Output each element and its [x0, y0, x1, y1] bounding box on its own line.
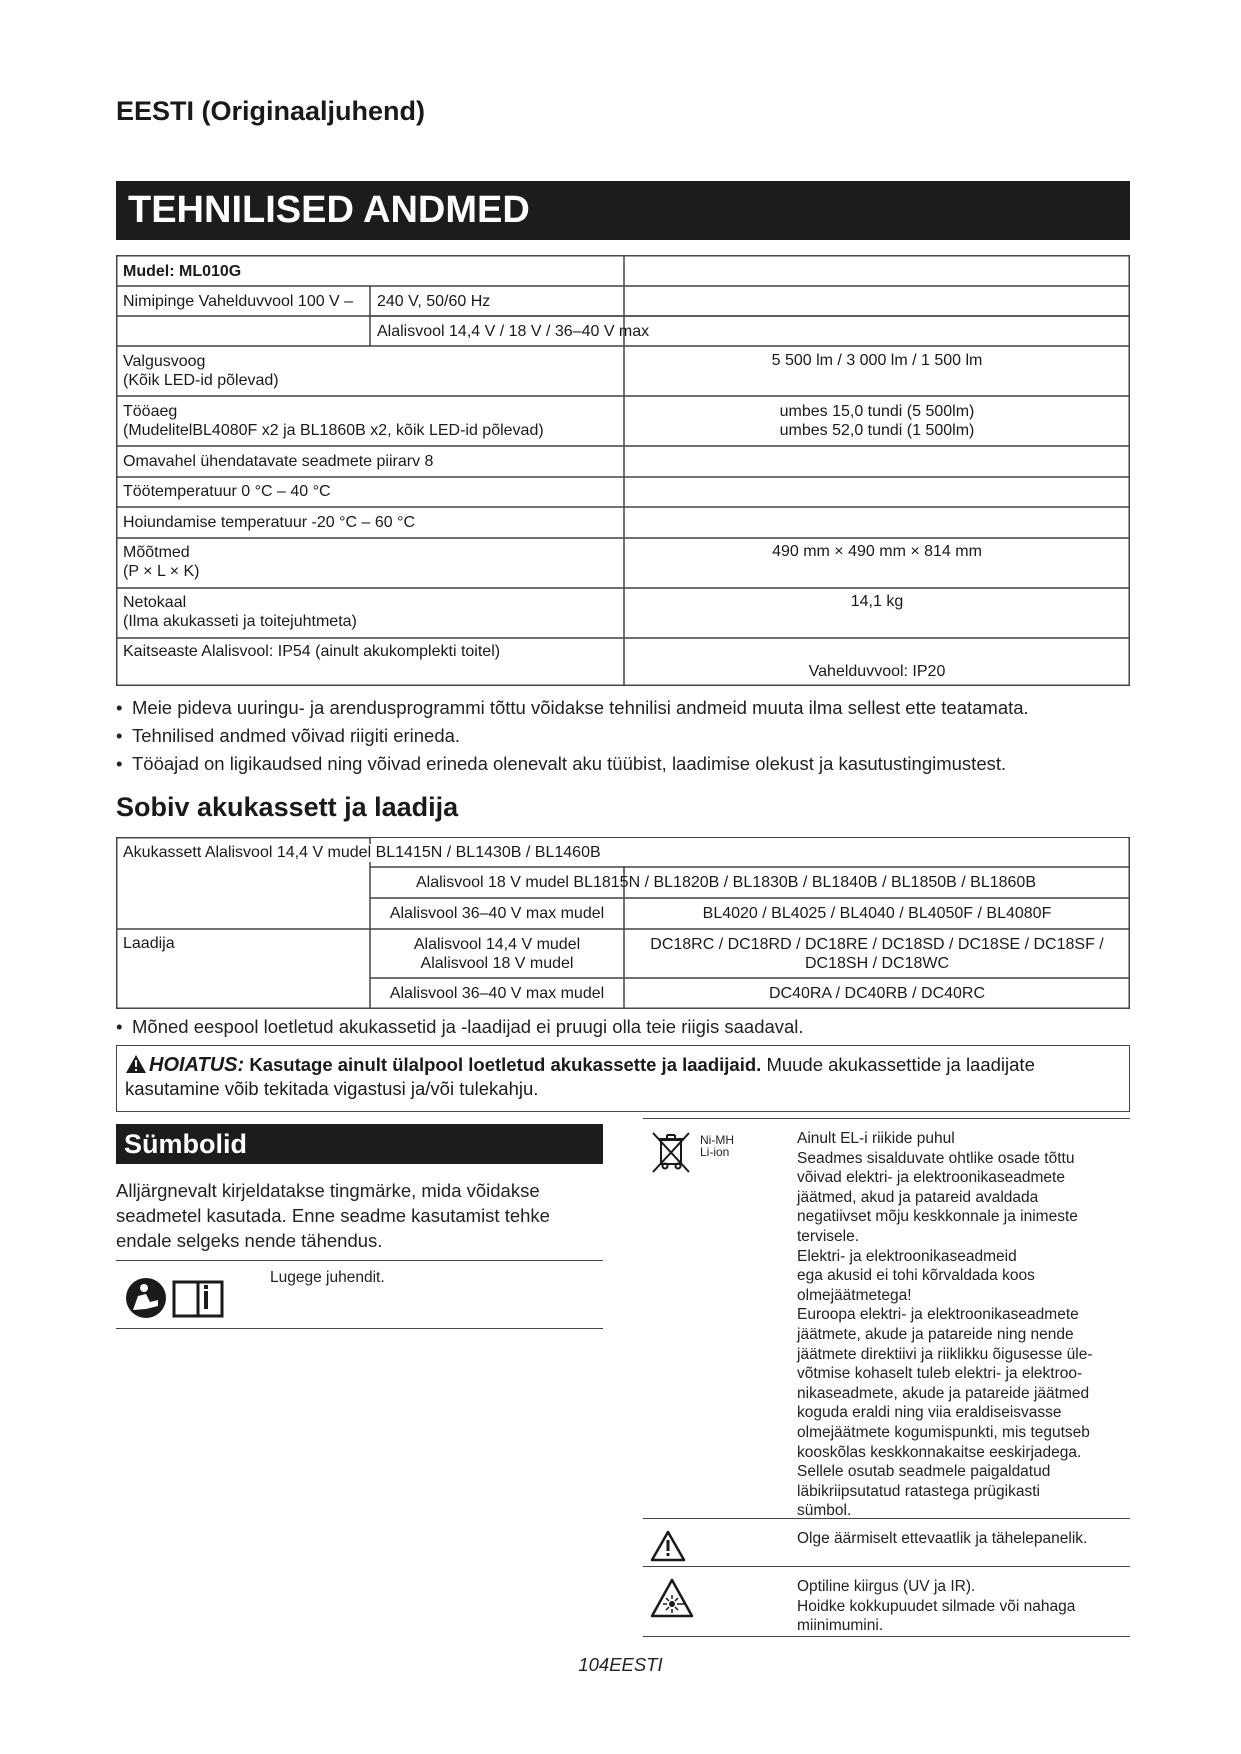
operating-time-label-line2: (MudelitelBL4080F x2 ja BL1860B x2, kõik LED-id põlevad): [123, 422, 544, 439]
weee-line: läbikriipsutatud ratastega prügikasti: [797, 1482, 1040, 1500]
luminous-flux-label: [123, 352, 279, 390]
compat-table-grid: [116, 837, 1130, 1009]
warning-bold-text: Kasutage ainult ülalpool loetletud akukassette ja laadijaid.: [249, 1054, 762, 1075]
note-item: • Tööajad on ligikaudsed ning võivad erineda olenevalt aku tüübist, laadimise olekust ja kasutustingimustest.: [114, 750, 1134, 778]
model-label: Mudel: ML010G: [123, 263, 242, 280]
crossed-bin-icon: [650, 1130, 692, 1174]
weee-line: sümbol.: [797, 1502, 852, 1520]
warning-label: HOIATUS:: [149, 1054, 245, 1076]
weee-line: nikaseadmete, akude ja patareide jäätmed: [797, 1384, 1090, 1402]
charger-row1-label: [370, 935, 624, 973]
caution-triangle-icon: [650, 1530, 686, 1562]
operating-time-label: [123, 402, 544, 440]
rated-voltage-dc: Alalisvool 14,4 V / 18 V / 36–40 V max: [377, 323, 650, 340]
luminous-flux-value: 5 500 lm / 3 000 lm / 1 500 lm: [771, 352, 983, 369]
luminous-flux-label-line1: Valgusvoog: [123, 353, 206, 370]
weee-line: võtmise kohaselt tuleb elektri- ja elektroo-: [797, 1365, 1083, 1383]
read-manual-icon: [124, 1276, 226, 1320]
weee-line: negatiivset mõju keskkonnale ja inimeste: [797, 1208, 1078, 1226]
ni-mh-tag: Ni-MH: [700, 1133, 734, 1147]
specifications-table: [116, 255, 1130, 686]
weee-line: Euroopa elektri- ja elektroonikaseadmete: [797, 1306, 1079, 1324]
weee-line: Seadmes sisalduvate ohtlike osade tõttu: [797, 1149, 1075, 1167]
optical-line2: Hoidke kokkupuudet silmade või nahaga: [797, 1597, 1076, 1615]
operating-time-label-line1: Tööaeg: [123, 403, 178, 420]
weee-line: olmejäätmetega!: [797, 1286, 912, 1304]
weee-description: [797, 1129, 1127, 1521]
protection-value: Vahelduvvool: IP20: [808, 663, 946, 680]
optical-radiation-text: [797, 1577, 1075, 1636]
specification-notes: [114, 694, 1134, 778]
compat-table: [116, 837, 1130, 1009]
optical-line1: Optiline kiirgus (UV ja IR).: [797, 1578, 976, 1595]
weee-line: jäätmete direktiivi ja riiklikku õigusesse üle-: [797, 1345, 1093, 1363]
charger-row2-label: Alalisvool 36–40 V max mudel: [389, 985, 605, 1002]
net-weight-label-line1: Netokaal: [123, 594, 187, 611]
note-item: • Mõned eespool loetletud akukassetid ja -laadijad ei pruugi olla teie riigis saadaval.: [114, 1013, 1134, 1041]
dimensions-value: 490 mm × 490 mm × 814 mm: [772, 543, 982, 560]
net-weight-label: [123, 593, 357, 631]
weee-line: olmejäätmete kogumispunkti, mis tegutseb: [797, 1423, 1090, 1441]
weee-line: koguda eraldi ning viia eraldiseisvasse: [797, 1404, 1062, 1422]
optical-radiation-icon: [650, 1578, 694, 1618]
symbols-heading: Sümbolid: [116, 1124, 603, 1164]
charger-row1-value: [624, 935, 1130, 973]
luminous-flux-label-line2: (Kõik LED-id põlevad): [123, 372, 279, 389]
operating-time-value-line1: umbes 15,0 tundi (5 500lm): [779, 403, 975, 420]
warning-text: Muude akukassettide ja laadijate kasutamine võib tekitada vigastusi ja/või tulekahju.: [125, 1054, 1035, 1099]
weee-line: Sellele osutab seadmele paigaldatud: [797, 1463, 1051, 1481]
compat-heading: Sobiv akukassett ja laadija: [116, 792, 459, 822]
caution-text: Olge äärmiselt ettevaatlik ja tähelepanelik.: [797, 1530, 1088, 1547]
dimensions-label: [123, 543, 199, 581]
compat-notes: [114, 1013, 1134, 1041]
weee-line: tervisele.: [797, 1227, 860, 1245]
optical-line3: miinimumini.: [797, 1617, 884, 1635]
warning-triangle-icon: [125, 1054, 147, 1074]
battery-row-36v-label: Alalisvool 36–40 V max mudel: [389, 905, 605, 922]
connectable-limit: Omavahel ühendatavate seadmete piirarv 8: [123, 453, 434, 470]
li-ion-tag: Li-ion: [700, 1145, 730, 1159]
dimensions-label-line1: Mõõtmed: [123, 544, 190, 561]
weee-line: jäätmete, akude ja patareide ning nende: [797, 1325, 1074, 1343]
charger-row1-value-line2: DC18SH / DC18WC: [804, 955, 950, 972]
warning-box: [116, 1045, 1130, 1112]
battery-row-14v: Akukassett Alalisvool 14,4 V mudel BL1415N / BL1430B / BL1460B: [123, 844, 601, 861]
note-item: • Tehnilised andmed võivad riigiti erineda.: [114, 722, 1134, 750]
weee-line: Ainult EL-i riikide puhul: [797, 1130, 955, 1147]
rated-voltage-label: Nimipinge Vahelduvvool 100 V –: [123, 293, 354, 310]
charger-label: Laadija: [123, 935, 175, 952]
storage-temperature: Hoiundamise temperatuur -20 °C – 60 °C: [123, 514, 416, 531]
weee-line: jäätmed, akud ja patareid avaldada: [797, 1188, 1039, 1206]
battery-type-tags: [700, 1134, 734, 1158]
protection-label: Kaitseaste Alalisvool: IP54 (ainult akukomplekti toitel): [123, 643, 501, 660]
weee-line: ega akusid ei tohi kõrvaldada koos: [797, 1267, 1035, 1285]
weee-line: kooskõlas keskkonnakaitse eeskirjadega.: [797, 1443, 1082, 1461]
operating-time-value: [624, 402, 1130, 440]
battery-row-18v: Alalisvool 18 V mudel BL1815N / BL1820B / BL1830B / BL1840B / BL1850B / BL1860B: [416, 874, 1036, 891]
charger-row1-label-line1: Alalisvool 14,4 V mudel: [413, 936, 581, 953]
specifications-heading: TEHNILISED ANDMED: [116, 181, 1130, 240]
weee-line: Elektri- ja elektroonikaseadmeid: [797, 1247, 1017, 1265]
note-item: • Meie pideva uuringu- ja arendusprogrammi tõttu võidakse tehnilisi andmeid muuta ilma sellest ette teatamata.: [114, 694, 1134, 722]
rated-voltage-ac: 240 V, 50/60 Hz: [377, 293, 491, 310]
language-title: EESTI (Originaaljuhend): [116, 96, 426, 126]
operating-temperature: Töötemperatuur 0 °C – 40 °C: [123, 483, 331, 500]
charger-row1-label-line2: Alalisvool 18 V mudel: [420, 955, 574, 972]
battery-row-36v-value: BL4020 / BL4025 / BL4040 / BL4050F / BL4080F: [702, 905, 1052, 922]
dimensions-label-line2: (P × L × K): [123, 563, 200, 580]
net-weight-label-line2: (Ilma akukasseti ja toitejuhtmeta): [123, 613, 357, 630]
operating-time-value-line2: umbes 52,0 tundi (1 500lm): [779, 422, 975, 439]
net-weight-value: 14,1 kg: [850, 593, 904, 610]
charger-row2-value: DC40RA / DC40RB / DC40RC: [768, 985, 986, 1002]
page-number: 104EESTI: [578, 1654, 663, 1675]
charger-row1-value-line1: DC18RC / DC18RD / DC18RE / DC18SD / DC18SE / DC18SF /: [650, 936, 1104, 953]
symbols-intro: Alljärgnevalt kirjeldatakse tingmärke, mida võidakse seadmetel kasutada. Enne seadme kasutamist tehke endale selgeks nende tähendus.: [116, 1180, 550, 1251]
read-manual-text: Lugege juhendit.: [270, 1269, 385, 1286]
weee-line: võivad elektri- ja elektroonikaseadmete: [797, 1169, 1065, 1187]
